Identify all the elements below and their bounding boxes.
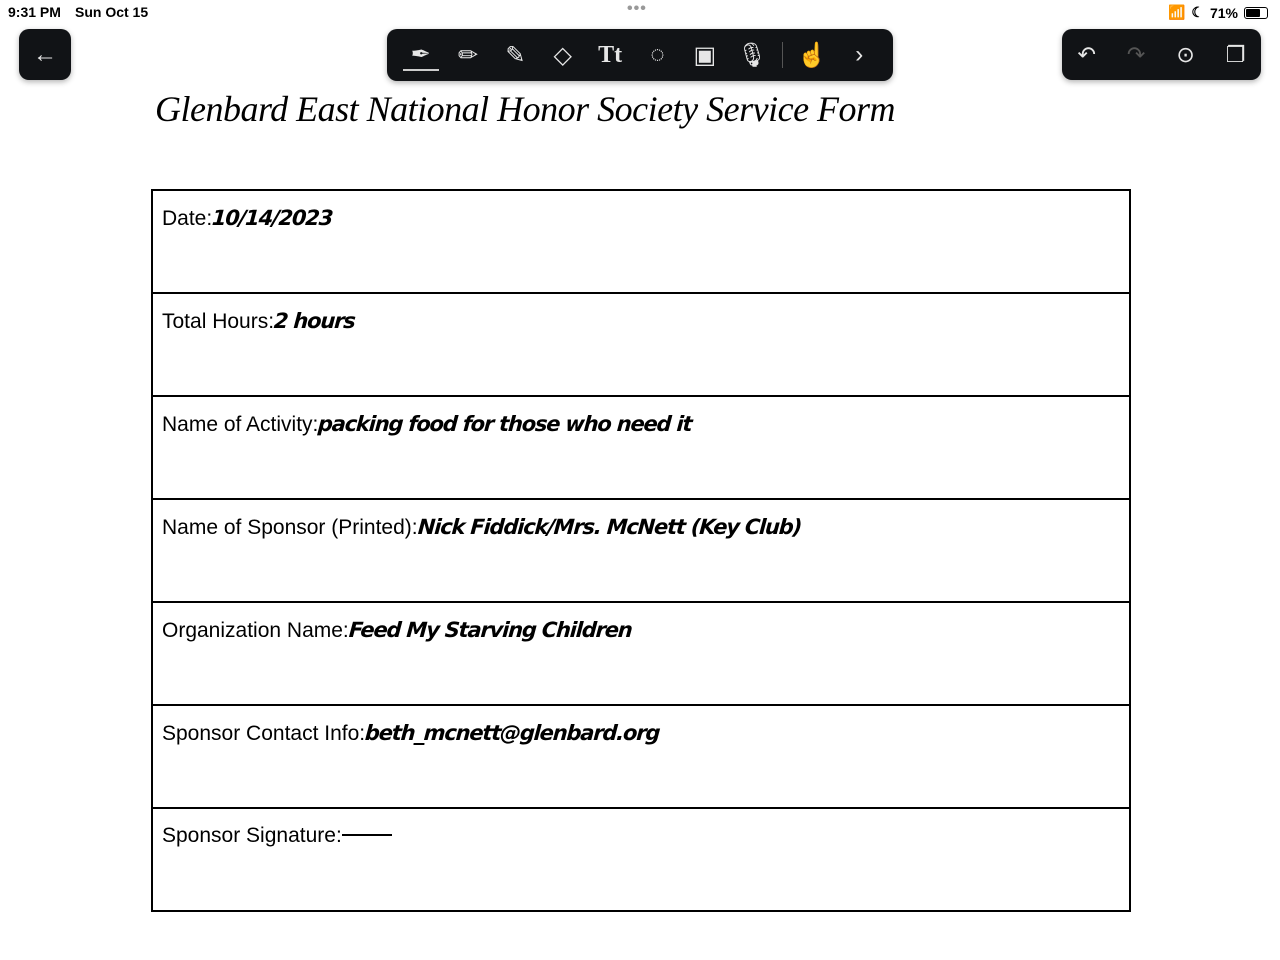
chevron-right-icon[interactable]: › bbox=[855, 41, 864, 68]
drawing-toolbar bbox=[387, 29, 893, 81]
form-row-contact[interactable] bbox=[153, 706, 1129, 809]
form-row-total-hours[interactable] bbox=[153, 294, 1129, 397]
form-row-date[interactable] bbox=[153, 191, 1129, 294]
field-label: Sponsor Contact Info: bbox=[162, 722, 366, 745]
status-date: Sun Oct 15 bbox=[75, 4, 149, 20]
field-label: Date: bbox=[162, 207, 213, 230]
touch-hand-icon[interactable]: ☝ bbox=[796, 41, 827, 69]
field-label: Name of Sponsor (Printed): bbox=[162, 516, 418, 539]
pencil-icon[interactable]: ✏ bbox=[457, 41, 479, 69]
field-label: Organization Name: bbox=[162, 619, 349, 642]
undo-icon[interactable]: ↶ bbox=[1077, 41, 1096, 67]
field-value[interactable]: beth_mcnett@glenbard.org bbox=[364, 721, 661, 745]
field-value[interactable]: 10/14/2023 bbox=[211, 206, 334, 230]
toolbar-divider bbox=[782, 42, 783, 68]
eraser-icon[interactable]: ◇ bbox=[553, 41, 572, 69]
multitasking-dots-icon[interactable]: ••• bbox=[627, 0, 647, 17]
field-label: Name of Activity: bbox=[162, 413, 319, 436]
redo-icon[interactable]: ↷ bbox=[1126, 41, 1146, 67]
wifi-icon: 📶 bbox=[1167, 4, 1186, 20]
form-row-sponsor-name[interactable] bbox=[153, 500, 1129, 603]
form-row-signature[interactable] bbox=[153, 809, 1129, 912]
status-bar bbox=[0, 0, 1280, 24]
text-icon[interactable]: Tt bbox=[598, 41, 623, 68]
arrow-left-icon: ← bbox=[33, 40, 57, 68]
form-row-activity[interactable] bbox=[153, 397, 1129, 500]
highlighter-icon[interactable]: ✎ bbox=[505, 41, 526, 69]
field-value[interactable]: packing food for those who need it bbox=[317, 412, 693, 436]
image-icon[interactable]: ▣ bbox=[693, 41, 717, 69]
field-label: Total Hours: bbox=[162, 310, 275, 333]
back-button[interactable] bbox=[19, 29, 71, 80]
moon-icon: ☾ bbox=[1191, 4, 1204, 20]
field-label: Sponsor Signature: bbox=[162, 824, 342, 847]
field-value[interactable]: 2 hours bbox=[273, 309, 356, 333]
field-value[interactable]: Feed My Starving Children bbox=[347, 618, 633, 642]
microphone-icon[interactable]: 🎙 bbox=[736, 41, 768, 69]
more-icon[interactable]: ⊙ bbox=[1176, 41, 1195, 67]
battery-percent: 71% bbox=[1209, 4, 1238, 21]
pen-icon[interactable]: ✒ bbox=[403, 40, 439, 71]
battery-icon bbox=[1244, 7, 1268, 19]
lasso-icon[interactable]: ◌ bbox=[650, 41, 665, 68]
form-row-organization[interactable] bbox=[153, 603, 1129, 706]
actions-toolbar bbox=[1062, 29, 1261, 80]
document-title: Glenbard East National Honor Society Service Form bbox=[155, 89, 896, 129]
status-time: 9:31 PM bbox=[8, 4, 61, 20]
pages-icon[interactable]: ❐ bbox=[1225, 41, 1246, 67]
service-form bbox=[151, 189, 1131, 912]
signature-stroke[interactable] bbox=[342, 834, 392, 836]
field-value[interactable]: Nick Fiddick/Mrs. McNett (Key Club) bbox=[416, 515, 802, 539]
